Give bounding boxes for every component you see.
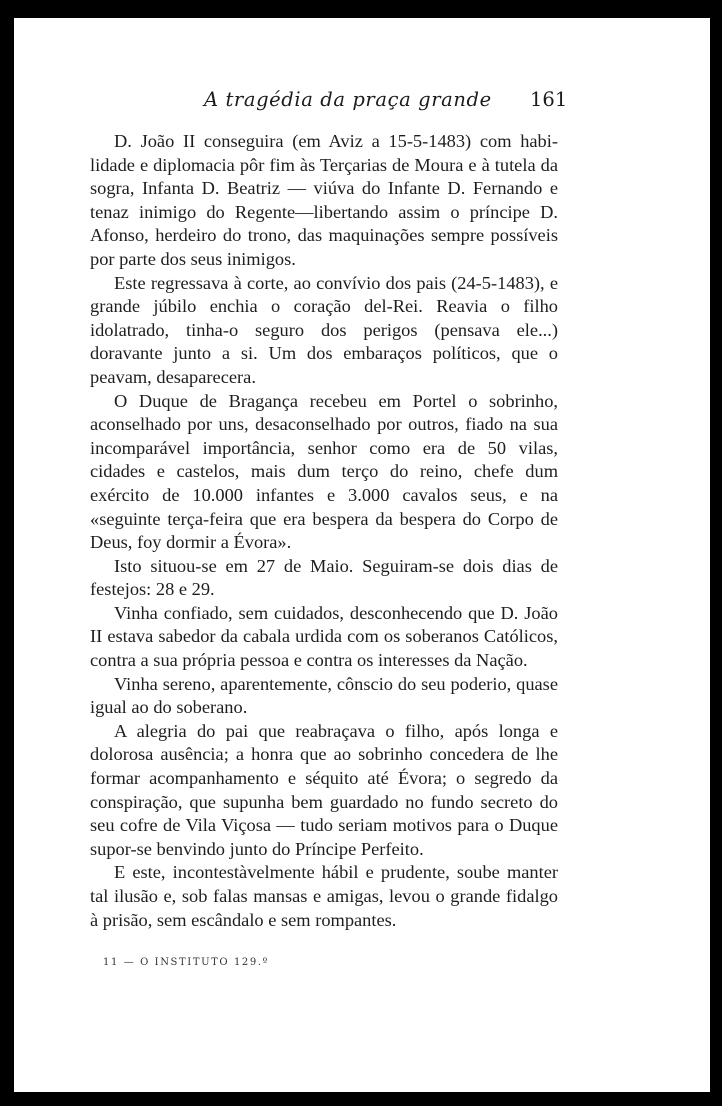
page-number: 161	[530, 88, 568, 111]
paragraph: E este, incontestàvelmente hábil e prudente, soube manter tal ilusão e, sob falas mansas e amigas, levou o grande fidalgo à prisão, sem escândalo e sem rompantes.	[90, 862, 558, 930]
paragraph: D. João II conseguira (em Aviz a 15-5-1483) com habilidade e diplomacia pôr fim às Terçarias de Moura e à tutela da sogra, Infanta D. Beatriz — viúva do Infante D. Fernando e tenaz inimigo do Regente—libertando assim o príncipe D. Afonso, herdeiro do trono, das maquinações sempre possíveis por parte dos seus inimigos.	[90, 131, 558, 269]
printer-signature: 11 — O INSTITUTO 129.º	[103, 957, 269, 968]
book-page	[14, 18, 710, 1092]
paragraph: Vinha confiado, sem cuidados, desconhecendo que D. João II estava sabedor da cabala urdida com os soberanos Católicos, contra a sua própria pessoa e contra os interesses da Nação.	[90, 602, 558, 671]
running-title: A tragédia da praça grande	[204, 88, 492, 111]
paragraph: O Duque de Bragança recebeu em Portel o sobrinho, aconselhado por uns, desaconselhado por outros, fiado na sua incomparável importância, senhor como era de 50 vilas, cidades e castelos, mais dum terço do reino, chefe dum exército de 10.000 infantes e 3.000 cavalos seus, e na «seguinte terça-feira que era bespera da bespera do Corpo de Deus, foy dormir a Évora».	[90, 390, 558, 553]
body-text	[90, 130, 558, 932]
paragraph: Este regressava à corte, ao convívio dos pais (24-5-1483), e grande júbilo enchia o coração del-Rei. Reavia o filho idolatrado, tinha-o seguro dos perigos (pensava ele...) doravante junto a si. Um dos embaraços políticos, que o peavam, desaparecera.	[90, 272, 558, 387]
paragraph: A alegria do pai que reabraçava o filho, após longa e dolorosa ausência; a honra que ao sobrinho concedera de lhe formar acompanhamento e séquito até Évora; o segredo da conspiração, que supunha bem guardado no fundo secreto do seu cofre de Vila Viçosa — tudo seriam motivos para o Duque supor-se benvindo junto do Príncipe Perfeito.	[90, 720, 558, 859]
running-head	[14, 88, 710, 118]
paragraph: Isto situou-se em 27 de Maio. Seguiram-se dois dias de festejos: 28 e 29.	[90, 555, 558, 600]
paragraph: Vinha sereno, aparentemente, cônscio do seu poderio, quase igual ao do soberano.	[90, 673, 558, 718]
